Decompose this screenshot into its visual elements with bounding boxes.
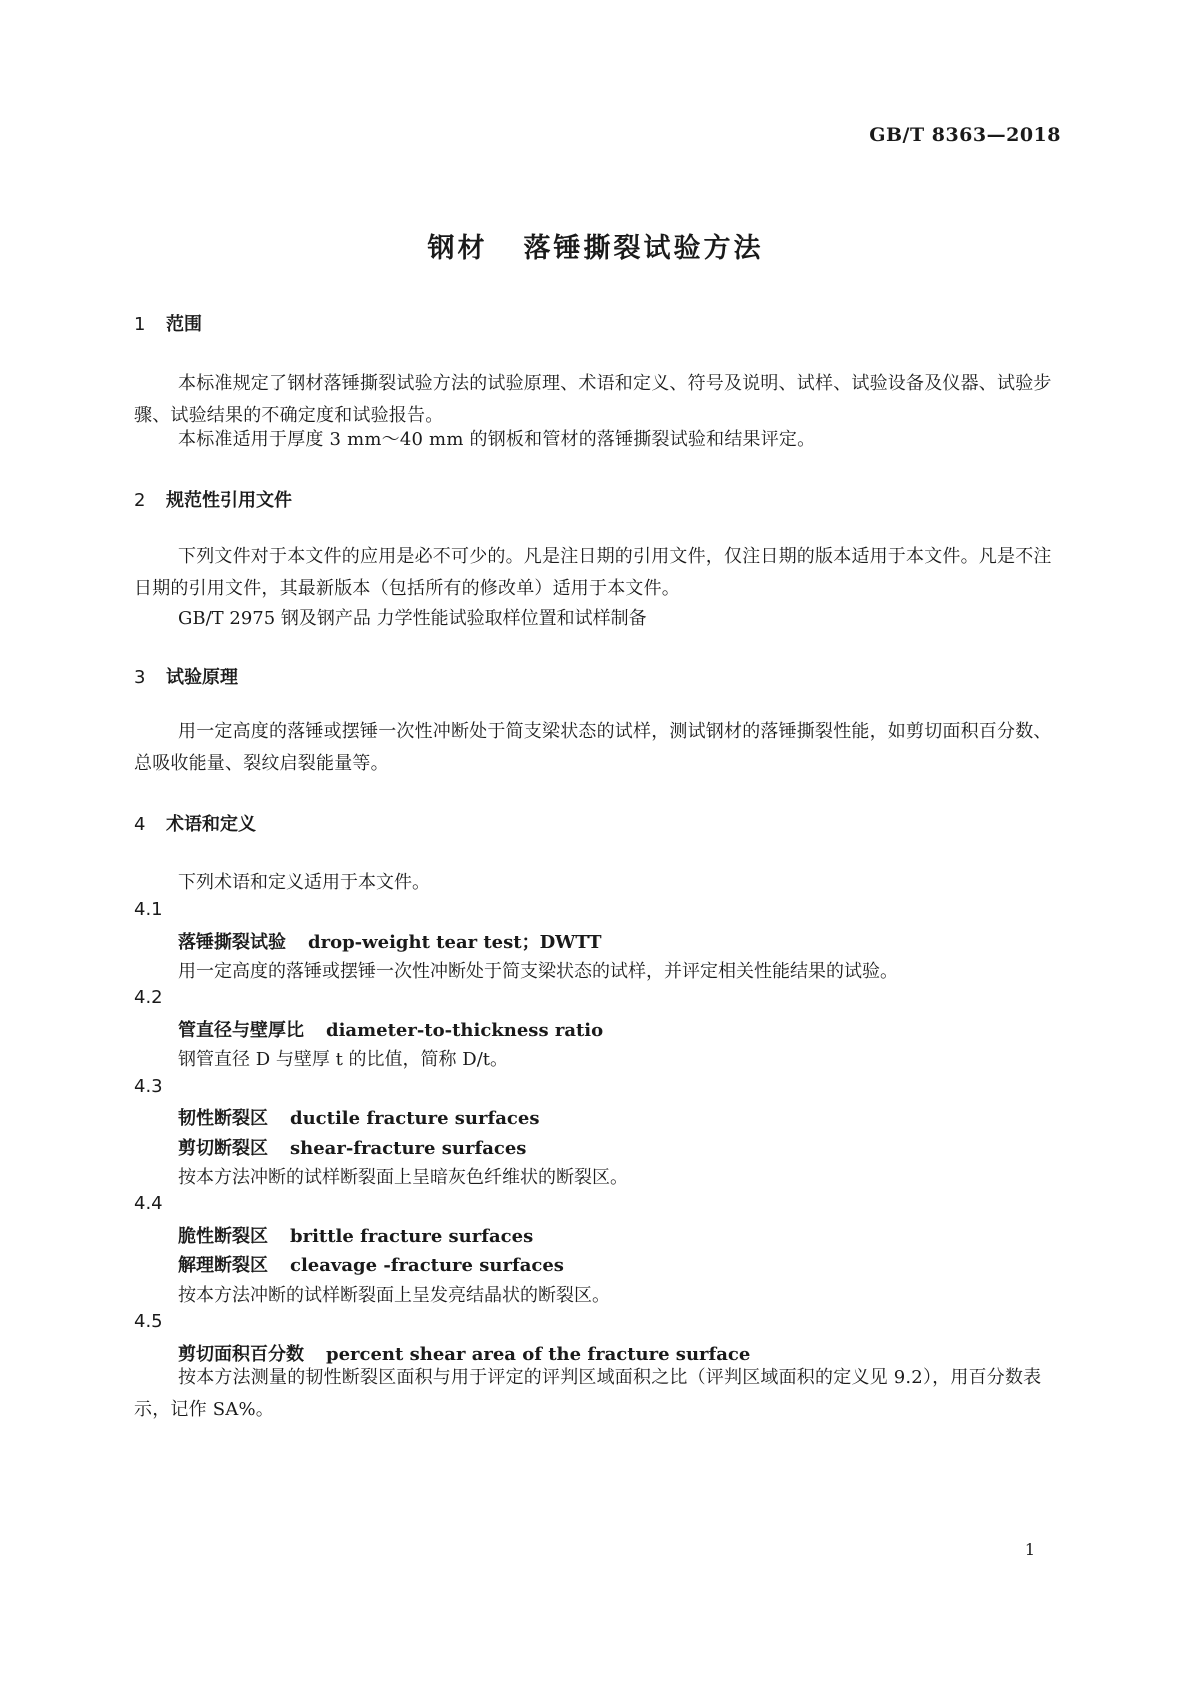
term-english: diameter-to-thickness ratio <box>326 1020 604 1041</box>
section-number: 3 <box>134 667 146 688</box>
section-4-heading <box>134 810 256 836</box>
section-number: 1 <box>134 314 146 335</box>
section-number: 2 <box>134 490 146 511</box>
term-chinese: 韧性断裂区 <box>178 1108 268 1129</box>
term-english: drop-weight tear test；DWTT <box>308 932 602 953</box>
document-title <box>0 226 1191 265</box>
section-1-paragraph-2: 本标准适用于厚度 3 mm～40 mm 的钢板和管材的落锤撕裂试验和结果评定。 <box>178 429 816 450</box>
term-chinese: 落锤撕裂试验 <box>178 932 286 953</box>
term-definition: 按本方法冲断的试样断裂面上呈发亮结晶状的断裂区。 <box>178 1285 610 1306</box>
term-english: cleavage -fracture surfaces <box>290 1255 564 1276</box>
section-title: 术语和定义 <box>166 814 256 835</box>
section-1-heading <box>134 310 202 336</box>
section-number: 4 <box>134 814 146 835</box>
section-title: 规范性引用文件 <box>166 490 292 511</box>
term-heading <box>178 928 602 954</box>
section-4-intro: 下列术语和定义适用于本文件。 <box>178 872 430 893</box>
term-heading <box>178 1016 603 1042</box>
term-heading <box>178 1222 533 1248</box>
term-number: 4.4 <box>134 1193 163 1214</box>
term-english: shear-fracture surfaces <box>290 1138 527 1159</box>
term-english: percent shear area of the fracture surface <box>326 1344 751 1365</box>
term-number: 4.2 <box>134 987 163 1008</box>
section-3-paragraph-1: 用一定高度的落锤或摆锤一次性冲断处于简支梁状态的试样，测试钢材的落锤撕裂性能，如剪切面积百分数、总吸收能量、裂纹启裂能量等。 <box>134 721 1052 774</box>
normative-reference: GB/T 2975 钢及钢产品 力学性能试验取样位置和试样制备 <box>178 608 647 629</box>
term-synonym <box>178 1251 564 1277</box>
page-number: 1 <box>1024 1540 1035 1559</box>
section-title: 范围 <box>166 314 202 335</box>
section-1-paragraph-1: 本标准规定了钢材落锤撕裂试验方法的试验原理、术语和定义、符号及说明、试样、试验设备及仪器、试验步骤、试验结果的不确定度和试验报告。 <box>134 373 1052 426</box>
term-heading <box>178 1104 539 1130</box>
term-number: 4.5 <box>134 1311 163 1332</box>
term-chinese: 剪切面积百分数 <box>178 1344 304 1365</box>
term-chinese: 剪切断裂区 <box>178 1138 268 1159</box>
term-synonym <box>178 1134 526 1160</box>
term-chinese: 管直径与壁厚比 <box>178 1020 304 1041</box>
section-3-heading <box>134 663 238 689</box>
term-english: ductile fracture surfaces <box>290 1108 540 1129</box>
section-title: 试验原理 <box>166 667 238 688</box>
term-definition: 按本方法冲断的试样断裂面上呈暗灰色纤维状的断裂区。 <box>178 1167 628 1188</box>
standard-code: GB/T 8363—2018 <box>869 124 1061 146</box>
term-chinese: 解理断裂区 <box>178 1255 268 1276</box>
term-number: 4.3 <box>134 1076 163 1097</box>
term-chinese: 脆性断裂区 <box>178 1226 268 1247</box>
term-english: brittle fracture surfaces <box>290 1226 534 1247</box>
section-2-paragraph-1: 下列文件对于本文件的应用是必不可少的。凡是注日期的引用文件，仅注日期的版本适用于本文件。凡是不注日期的引用文件，其最新版本（包括所有的修改单）适用于本文件。 <box>134 546 1052 599</box>
title-part-2: 落锤撕裂试验方法 <box>523 233 764 264</box>
title-part-1: 钢材 <box>427 233 488 264</box>
term-definition: 钢管直径 D 与壁厚 t 的比值，简称 D/t。 <box>178 1049 509 1070</box>
term-definition: 按本方法测量的韧性断裂区面积与用于评定的评判区域面积之比（评判区域面积的定义见 9.2），用百分数表示，记作 SA%。 <box>134 1367 1042 1420</box>
section-2-heading <box>134 486 292 512</box>
term-number: 4.1 <box>134 899 163 920</box>
term-definition: 用一定高度的落锤或摆锤一次性冲断处于简支梁状态的试样，并评定相关性能结果的试验。 <box>178 961 898 982</box>
